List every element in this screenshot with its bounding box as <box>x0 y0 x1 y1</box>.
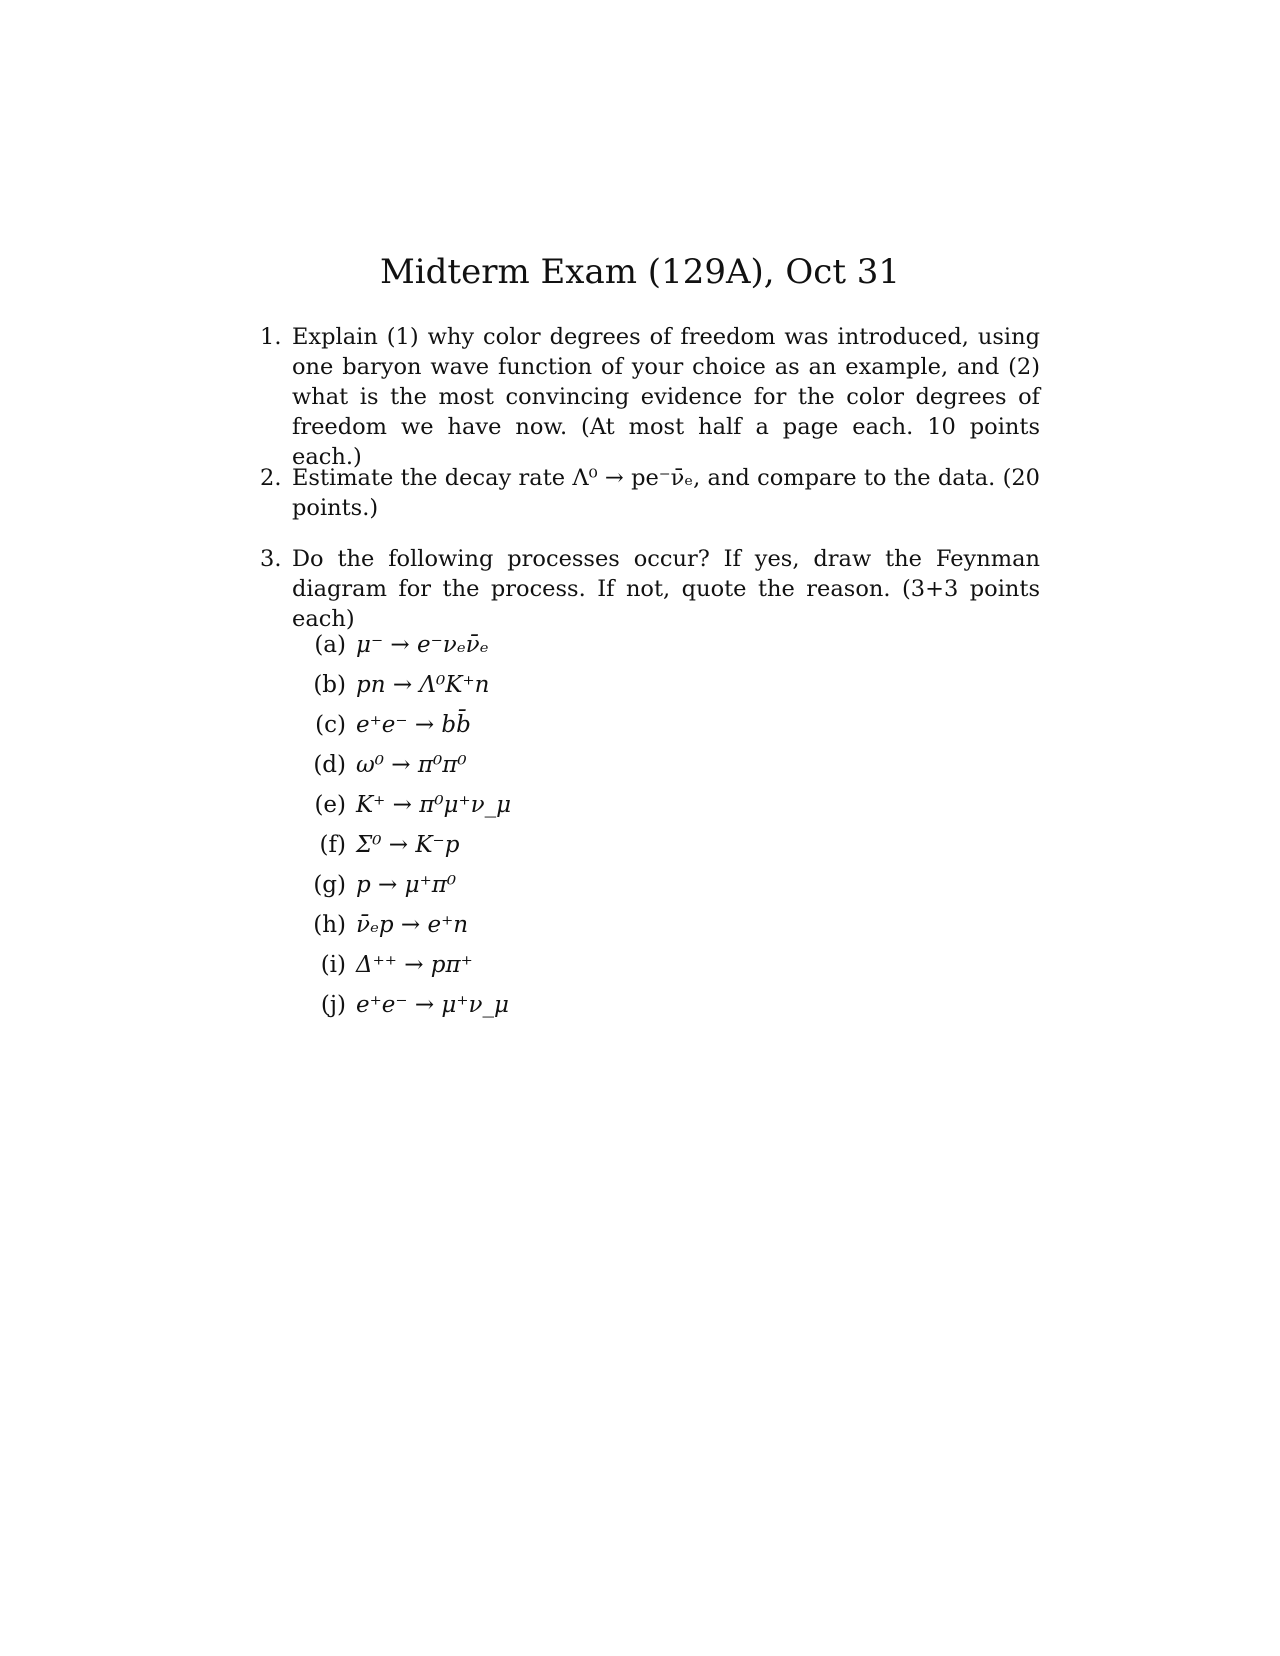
process-item-b <box>300 665 900 705</box>
process-equation: e⁺e⁻ → μ⁺ν_μ <box>356 992 509 1018</box>
process-item-d <box>300 745 900 785</box>
process-item-a <box>300 625 900 665</box>
process-equation: pn → Λ⁰K⁺n <box>356 672 490 698</box>
process-equation: Σ⁰ → K⁻p <box>356 832 460 858</box>
process-item-h <box>300 905 900 945</box>
process-equation: Δ⁺⁺ → pπ⁺ <box>356 952 473 978</box>
item-label: (i) <box>320 952 346 978</box>
page-title: Midterm Exam (129A), Oct 31 <box>379 252 901 292</box>
problem-number: 1. <box>260 324 282 350</box>
item-label: (g) <box>313 872 346 898</box>
problem-1 <box>260 322 1040 472</box>
problem-text: Estimate the decay rate Λ⁰ → pe⁻ν̄ₑ, and compare to the data. (20 points.) <box>292 465 1040 521</box>
problem-2 <box>260 463 1040 523</box>
item-label: (f) <box>319 832 346 858</box>
problem-3 <box>260 544 1040 634</box>
item-label: (b) <box>313 672 346 698</box>
process-equation: ω⁰ → π⁰π⁰ <box>356 752 467 778</box>
process-item-f <box>300 825 900 865</box>
process-item-j <box>300 985 900 1025</box>
item-label: (j) <box>320 992 346 1018</box>
item-label: (e) <box>314 792 346 818</box>
problem-number: 3. <box>260 546 282 572</box>
process-item-g <box>300 865 900 905</box>
item-label: (d) <box>313 752 346 778</box>
process-equation: μ⁻ → e⁻νₑν̄ₑ <box>356 632 489 658</box>
process-item-i <box>300 945 900 985</box>
item-label: (c) <box>315 712 346 738</box>
process-equation: K⁺ → π⁰μ⁺ν_μ <box>356 792 512 818</box>
process-item-e <box>300 785 900 825</box>
process-list <box>300 625 900 1025</box>
problem-text: Do the following processes occur? If yes, draw the Feynman diagram for the process. If not, quote the reason. (3+3 points each) <box>292 546 1040 632</box>
problem-number: 2. <box>260 465 282 491</box>
item-label: (a) <box>314 632 346 658</box>
process-equation: p → μ⁺π⁰ <box>356 872 457 898</box>
process-equation: e⁺e⁻ → bb̄ <box>356 712 471 738</box>
problem-text: Explain (1) why color degrees of freedom was introduced, using one baryon wave function of your choice as an example, and (2) what is the most convincing evidence for the color degrees of freedom we have now. (At most half a page each. 10 points each.) <box>292 324 1040 470</box>
item-label: (h) <box>313 912 346 938</box>
process-equation: ν̄ₑp → e⁺n <box>356 912 469 938</box>
process-item-c <box>300 705 900 745</box>
